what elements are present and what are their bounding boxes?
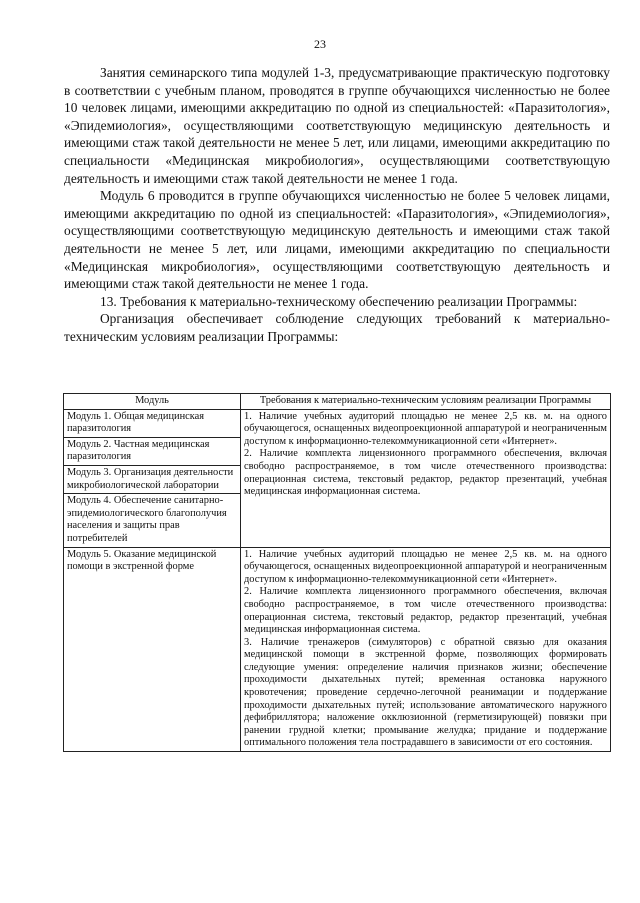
requirement-item: 3. Наличие тренажеров (симуляторов) с обратной связью для оказания медицинской помощи в экстренной форме, позволяющих формировать следующие умения: определение наличия признаков жизни; обеспечение проходимости дыхательных путей; временная остановка наружного кровотечения; проведение сердечно-легочной реанимации и поддержание проходимости дыхательных путей; использование автоматического наружного дефибриллятора; наложение окклюзионной (герметизирующей) повязки при ранении грудной клетки; промывание желудка; придание и поддержание оптимального положения тела пострадавшего в зависимости от его состояния. <box>244 636 607 749</box>
requirement-item: 1. Наличие учебных аудиторий площадью не менее 2,5 кв. м. на одного обучающегося, оснащенных видеопроекционной аппаратурой и неограниченным доступом к информационно-телекоммуникационной сети «Интернет». <box>244 410 607 447</box>
table-row <box>64 547 611 752</box>
paragraph-module-6: Модуль 6 проводится в группе обучающихся численностью не более 5 человек лицами, имеющими аккредитацию по одной из специальностей: «Паразитология», «Эпидемиология», осуществляющими соответствующую медицинскую деятельность и имеющими стаж такой деятельности не менее 5 лет, или лицами, имеющими аккредитацию по специальности «Медицинская микробиология», осуществляющими соответствующую деятельность и имеющими стаж такой деятельности не менее 1 года. <box>64 188 610 292</box>
requirements-cell <box>241 547 611 752</box>
header-module: Модуль <box>64 394 241 410</box>
module-1: Модуль 1. Общая медицинская паразитология <box>64 410 240 438</box>
section-heading: 13. Требования к материально-техническому обеспечению реализации Программы: <box>100 293 578 309</box>
requirements-table <box>63 393 611 752</box>
page-number: 23 <box>314 37 326 51</box>
requirement-item: 2. Наличие комплекта лицензионного программного обеспечения, включая свободно распространяемое, в том числе отечественного производства: операционная система, текстовый редактор, редактор презентаций, учебная медицинская информационная система. <box>244 586 607 636</box>
body-text <box>64 64 610 346</box>
module-3: Модуль 3. Организация деятельности микробиологической лаборатории <box>64 466 240 494</box>
table-row <box>64 409 611 547</box>
module-2: Модуль 2. Частная медицинская паразитология <box>64 438 240 466</box>
paragraph-intro: Организация обеспечивает соблюдение следующих требований к материально-техническим условиям реализации Программы: <box>64 311 610 344</box>
paragraph-seminar-modules: Занятия семинарского типа модулей 1-3, предусматривающие практическую подготовку в соответствии с учебным планом, проводятся в группе обучающихся численностью не более 10 человек лицами, имеющими аккредитацию по одной из специальностей: «Паразитология», «Эпидемиология», осуществляющими соответствующую медицинскую деятельность и имеющими стаж такой деятельности не менее 5 лет, или лицами, имеющими аккредитацию по специальности «Медицинская микробиология», осуществляющими соответствующую деятельность и имеющими стаж такой деятельности не менее 1 года. <box>64 65 610 186</box>
module-5: Модуль 5. Оказание медицинской помощи в экстренной форме <box>64 547 241 752</box>
requirement-item: 1. Наличие учебных аудиторий площадью не менее 2,5 кв. м. на одного обучающегося, оснащенных видеопроекционной аппаратурой и неограниченным доступом к информационно-телекоммуникационной сети «Интернет». <box>244 548 607 585</box>
header-requirements: Требования к материально-техническим условиям реализации Программы <box>241 394 611 410</box>
table-header-row <box>64 394 611 410</box>
requirements-cell <box>241 409 611 547</box>
module-4: Модуль 4. Обеспечение санитарно-эпидемиологического благополучия населения и защиты прав потребителей <box>67 495 227 544</box>
modules-cell <box>64 409 241 547</box>
requirement-item: 2. Наличие комплекта лицензионного программного обеспечения, включая свободно распространяемое, в том числе отечественного производства: операционная система, текстовый редактор, редактор презентаций, учебная медицинская информационная система. <box>244 448 607 498</box>
